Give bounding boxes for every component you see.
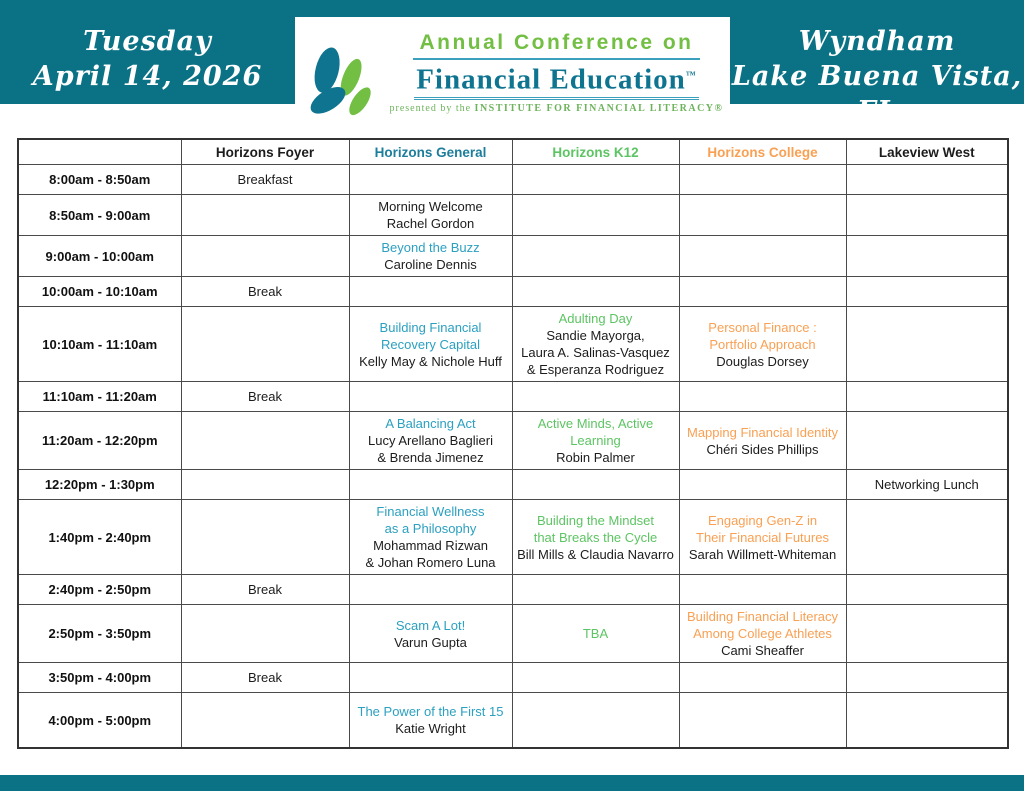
schedule-cell <box>512 277 679 307</box>
logo-title-top: Annual Conference on <box>413 31 699 60</box>
schedule-row <box>18 165 1008 195</box>
schedule-cell <box>181 277 349 307</box>
schedule-cell <box>679 195 846 236</box>
schedule-cell <box>349 277 512 307</box>
schedule-cell <box>512 500 679 575</box>
institute-name: INSTITUTE FOR FINANCIAL LITERACY® <box>474 103 724 115</box>
schedule-row <box>18 195 1008 236</box>
schedule-cell <box>181 382 349 412</box>
event-label: Break <box>248 284 282 299</box>
schedule-cell <box>349 195 512 236</box>
schedule-cell <box>349 412 512 470</box>
time-slot: 9:00am - 10:00am <box>18 236 181 277</box>
session-speaker: Robin Palmer <box>556 450 635 465</box>
schedule-cell <box>846 470 1008 500</box>
schedule-cell <box>679 236 846 277</box>
schedule-cell <box>512 165 679 195</box>
session-speaker: Cami Sheaffer <box>721 643 804 658</box>
logo-text-block <box>390 31 724 115</box>
schedule-cell <box>512 412 679 470</box>
schedule-cell <box>846 236 1008 277</box>
session-speaker: Mohammad Rizwan <box>373 538 488 553</box>
time-slot: 8:00am - 8:50am <box>18 165 181 195</box>
session-title: Active Minds, Active Learning <box>537 416 654 448</box>
session-title: Portfolio Approach <box>709 336 816 352</box>
event-date-block <box>0 24 295 94</box>
time-slot: 10:00am - 10:10am <box>18 277 181 307</box>
schedule-cell <box>512 236 679 277</box>
session-speaker: Sandie Mayorga, <box>546 328 645 343</box>
time-slot: 11:20am - 12:20pm <box>18 412 181 470</box>
session-speaker: Laura A. Salinas-Vasquez <box>521 345 670 360</box>
leaves-icon <box>304 27 384 123</box>
schedule-cell <box>512 605 679 663</box>
schedule-cell <box>181 195 349 236</box>
schedule-cell <box>181 575 349 605</box>
schedule-cell <box>349 500 512 575</box>
schedule-cell <box>181 412 349 470</box>
schedule-cell <box>512 382 679 412</box>
schedule-row <box>18 277 1008 307</box>
session-speaker: & Brenda Jimenez <box>377 450 484 465</box>
schedule-row <box>18 412 1008 470</box>
schedule-cell <box>349 470 512 500</box>
schedule-cell <box>512 195 679 236</box>
venue-name: Wyndham <box>798 26 956 57</box>
venue-block <box>730 24 1024 129</box>
schedule-cell <box>512 307 679 382</box>
session-title: Their Financial Futures <box>696 529 829 545</box>
event-label: Break <box>248 670 282 685</box>
schedule-cell <box>181 500 349 575</box>
event-label: Breakfast <box>237 172 293 187</box>
schedule-cell <box>846 693 1008 749</box>
event-label: Break <box>248 582 282 597</box>
event-label: Networking Lunch <box>874 477 979 492</box>
schedule-cell <box>512 663 679 693</box>
session-title: A Balancing Act <box>385 416 476 431</box>
schedule-cell <box>679 663 846 693</box>
event-date: April 14, 2026 <box>32 61 263 92</box>
session-speaker: Caroline Dennis <box>384 257 477 272</box>
session-speaker: Morning Welcome <box>378 199 483 214</box>
schedule-row <box>18 307 1008 382</box>
schedule-cell <box>181 605 349 663</box>
session-title: The Power of the First 15 <box>357 704 504 719</box>
schedule-cell <box>846 575 1008 605</box>
session-title: Building Financial Literacy <box>686 609 839 624</box>
session-speaker: Sarah Willmett-Whiteman <box>688 546 837 562</box>
session-title: Among College Athletes <box>693 626 832 641</box>
session-title: Recovery Capital <box>381 336 480 352</box>
column-header-horizons-general: Horizons General <box>349 139 512 165</box>
schedule-cell <box>846 412 1008 470</box>
schedule-cell <box>349 663 512 693</box>
time-slot: 8:50am - 9:00am <box>18 195 181 236</box>
session-title: as a Philosophy <box>384 521 477 536</box>
column-header-horizons-foyer: Horizons Foyer <box>181 139 349 165</box>
schedule-cell <box>181 663 349 693</box>
schedule-cell <box>679 165 846 195</box>
time-slot: 1:40pm - 2:40pm <box>18 500 181 575</box>
session-title: Building the Mindset <box>536 512 655 528</box>
schedule-cell <box>349 236 512 277</box>
schedule-cell <box>181 693 349 749</box>
schedule-cell <box>846 277 1008 307</box>
schedule-cell <box>512 470 679 500</box>
column-header-time <box>18 139 181 165</box>
schedule-cell <box>679 470 846 500</box>
schedule-cell <box>846 165 1008 195</box>
session-speaker: & Johan Romero Luna <box>365 555 496 570</box>
schedule-cell <box>181 236 349 277</box>
schedule-row <box>18 575 1008 605</box>
schedule-table-body <box>18 165 1008 749</box>
column-header-horizons-college: Horizons College <box>679 139 846 165</box>
session-speaker: & Esperanza Rodriguez <box>526 362 665 377</box>
schedule-row <box>18 470 1008 500</box>
schedule-cell <box>349 693 512 749</box>
logo-title-main <box>414 60 699 101</box>
schedule-row <box>18 605 1008 663</box>
schedule-row <box>18 663 1008 693</box>
time-slot: 3:50pm - 4:00pm <box>18 663 181 693</box>
time-slot: 10:10am - 11:10am <box>18 307 181 382</box>
schedule-cell <box>181 307 349 382</box>
schedule-cell <box>846 663 1008 693</box>
session-speaker: Lucy Arellano Baglieri <box>367 433 494 448</box>
session-title: that Breaks the Cycle <box>533 529 658 545</box>
schedule-cell <box>846 307 1008 382</box>
schedule-cell <box>349 382 512 412</box>
session-speaker: Bill Mills & Claudia Navarro <box>517 546 674 562</box>
schedule-table-header <box>18 139 1008 165</box>
column-header-lakeview-west: Lakeview West <box>846 139 1008 165</box>
schedule-cell <box>349 165 512 195</box>
presented-by-text: presented by the <box>389 103 472 115</box>
venue-location: Lake Buena Vista, FL <box>731 61 1023 127</box>
time-slot: 4:00pm - 5:00pm <box>18 693 181 749</box>
schedule-cell <box>679 575 846 605</box>
session-title: Adulting Day <box>558 311 633 326</box>
time-slot: 12:20pm - 1:30pm <box>18 470 181 500</box>
schedule-cell <box>512 575 679 605</box>
schedule-table <box>17 138 1009 749</box>
session-title: TBA <box>582 626 609 641</box>
schedule-cell <box>846 500 1008 575</box>
event-day: Tuesday <box>83 26 212 57</box>
session-speaker: Rachel Gordon <box>386 216 475 231</box>
session-title: Beyond the Buzz <box>381 240 480 255</box>
schedule-cell <box>679 307 846 382</box>
schedule-row <box>18 500 1008 575</box>
schedule-cell <box>181 165 349 195</box>
logo-title-main-text: Financial Education <box>416 63 686 96</box>
session-title: Mapping Financial Identity <box>686 424 839 440</box>
session-speaker: Kelly May & Nichole Huff <box>359 353 502 369</box>
footer-bar <box>0 775 1024 791</box>
conference-logo <box>295 17 730 128</box>
schedule-row <box>18 382 1008 412</box>
schedule-cell <box>846 382 1008 412</box>
session-title: Personal Finance : <box>708 319 817 335</box>
schedule-cell <box>512 693 679 749</box>
schedule-cell <box>181 470 349 500</box>
schedule-cell <box>846 195 1008 236</box>
schedule-cell <box>349 575 512 605</box>
schedule-cell <box>679 500 846 575</box>
event-label: Break <box>248 389 282 404</box>
schedule-cell <box>679 277 846 307</box>
schedule-cell <box>679 693 846 749</box>
schedule-row <box>18 236 1008 277</box>
time-slot: 2:50pm - 3:50pm <box>18 605 181 663</box>
session-title: Engaging Gen-Z in <box>707 512 818 528</box>
session-speaker: Douglas Dorsey <box>716 353 809 369</box>
schedule-cell <box>679 382 846 412</box>
column-header-horizons-k12: Horizons K12 <box>512 139 679 165</box>
time-slot: 2:40pm - 2:50pm <box>18 575 181 605</box>
schedule-cell <box>846 605 1008 663</box>
trademark-symbol: ™ <box>685 69 697 81</box>
session-speaker: Chéri Sides Phillips <box>706 441 819 457</box>
schedule-cell <box>349 605 512 663</box>
schedule-cell <box>679 412 846 470</box>
schedule-row <box>18 693 1008 749</box>
time-slot: 11:10am - 11:20am <box>18 382 181 412</box>
logo-presented-line <box>390 103 724 114</box>
schedule-cell <box>349 307 512 382</box>
session-title: Financial Wellness <box>376 504 485 519</box>
session-speaker: Varun Gupta <box>394 634 467 650</box>
session-title: Scam A Lot! <box>395 617 466 633</box>
session-title: Building Financial <box>379 319 482 335</box>
session-speaker: Katie Wright <box>395 721 466 736</box>
schedule-cell <box>679 605 846 663</box>
